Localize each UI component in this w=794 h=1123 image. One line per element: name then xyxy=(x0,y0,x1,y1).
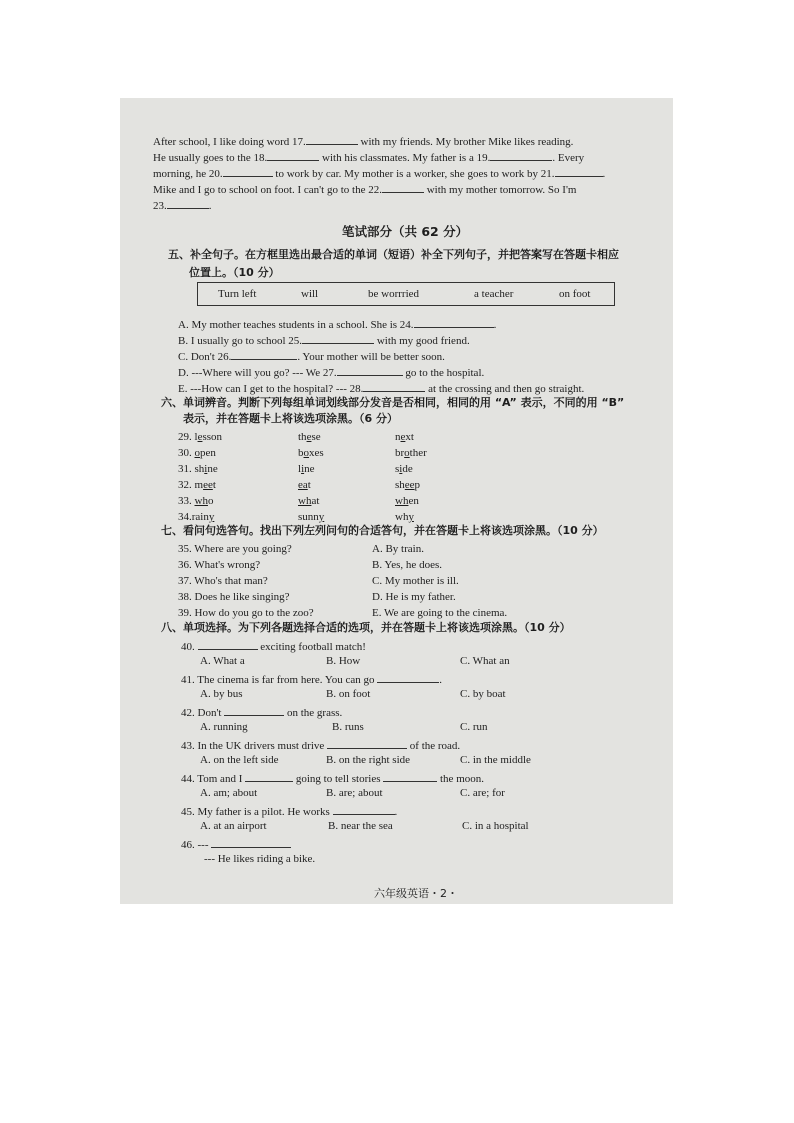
passage-line-5: 23. . xyxy=(153,197,212,213)
blank-17[interactable] xyxy=(306,133,358,145)
question-43: 43. In the UK drivers must drive of the road. xyxy=(181,737,460,753)
option-45-c[interactable]: C. in a hospital xyxy=(462,820,529,832)
blank-20[interactable] xyxy=(223,165,273,177)
word-32-b: eat xyxy=(298,479,311,491)
word-31-c: side xyxy=(395,463,413,475)
sentence-c: C. Don't 26. . Your mother will be better soon. xyxy=(178,348,445,364)
blank-40[interactable] xyxy=(198,638,258,650)
question-37: 37. Who's that man? xyxy=(178,575,268,587)
question-38: 38. Does he like singing? xyxy=(178,591,290,603)
sentence-b: B. I usually go to school 25. with my good friend. xyxy=(178,332,470,348)
section-title: 笔试部分（共 62 分） xyxy=(342,224,469,239)
passage-line-1: After school, I like doing word 17. with my friends. My brother Mike likes reading. xyxy=(153,133,573,149)
blank-27[interactable] xyxy=(337,364,403,376)
option-41-b[interactable]: B. on foot xyxy=(326,688,371,700)
question-35: 35. Where are you going? xyxy=(178,543,292,555)
section-6-heading: 六、单词辨音。判断下列每组单词划线部分发音是否相同，相同的用 “A” 表示，不同的用 “B” xyxy=(161,396,625,409)
word-34-b: sunny xyxy=(298,511,325,523)
option-44-a[interactable]: A. am; about xyxy=(200,787,258,799)
answer-c: C. My mother is ill. xyxy=(372,575,459,587)
blank-22[interactable] xyxy=(382,181,424,193)
option-42-b[interactable]: B. runs xyxy=(332,721,364,733)
blank-28[interactable] xyxy=(363,380,425,392)
section-8-heading: 八、单项选择。为下列各题选择合适的选项，并在答题卡上将该选项涂黑。（10 分） xyxy=(161,621,571,634)
section-7-heading: 七、看问句选答句。找出下列左列问句的合适答句，并在答题卡上将该选项涂黑。（10 分） xyxy=(161,524,604,537)
question-42: 42. Don't on the grass. xyxy=(181,704,342,720)
word-row-34: 34.rainy xyxy=(178,511,215,523)
word-29-c: next xyxy=(395,431,414,443)
word-row-31: 31. shine xyxy=(178,463,218,475)
option-41-c[interactable]: C. by boat xyxy=(460,688,506,700)
option-41-a[interactable]: A. by bus xyxy=(200,688,243,700)
option-42-a[interactable]: A. running xyxy=(200,721,248,733)
section-5-heading-cont: 位置上。（10 分） xyxy=(189,266,280,279)
answer-d: D. He is my father. xyxy=(372,591,456,603)
question-41: 41. The cinema is far from here. You can go . xyxy=(181,671,442,687)
word-33-c: when xyxy=(395,495,419,507)
word-row-30: 30. open xyxy=(178,447,216,459)
blank-18[interactable] xyxy=(267,149,319,161)
option-43-c[interactable]: C. in the middle xyxy=(460,754,531,766)
blank-24[interactable] xyxy=(414,316,494,328)
question-44: 44. Tom and I going to tell stories the moon. xyxy=(181,770,484,786)
blank-46[interactable] xyxy=(211,836,291,848)
blank-42[interactable] xyxy=(224,704,284,716)
blank-19[interactable] xyxy=(490,149,552,161)
question-39: 39. How do you go to the zoo? xyxy=(178,607,314,619)
option-44-c[interactable]: C. are; for xyxy=(460,787,505,799)
word-option: will xyxy=(301,288,319,300)
word-option: a teacher xyxy=(474,288,514,300)
option-43-b[interactable]: B. on the right side xyxy=(326,754,411,766)
option-40-c[interactable]: C. What an xyxy=(460,655,510,667)
word-29-b: these xyxy=(298,431,321,443)
sentence-a: A. My mother teaches students in a school. She is 24. . xyxy=(178,316,496,332)
blank-41[interactable] xyxy=(377,671,439,683)
question-40: 40. exciting football match! xyxy=(181,638,366,654)
blank-44-1[interactable] xyxy=(245,770,293,782)
word-30-c: brother xyxy=(395,447,427,459)
question-46: 46. --- xyxy=(181,836,291,852)
option-43-a[interactable]: A. on the left side xyxy=(200,754,279,766)
word-31-b: line xyxy=(298,463,315,475)
option-45-a[interactable]: A. at an airport xyxy=(200,820,267,832)
answer-a: A. By train. xyxy=(372,543,424,555)
option-44-b[interactable]: B. are; about xyxy=(326,787,383,799)
sentence-e: E. ---How can I get to the hospital? --- 28. at the crossing and then go straight. xyxy=(178,380,584,396)
blank-26[interactable] xyxy=(231,348,297,360)
blank-45[interactable] xyxy=(333,803,395,815)
passage-line-3: morning, he 20. to work by car. My mother is a worker, she goes to work by 21. . xyxy=(153,165,605,181)
exam-page xyxy=(120,98,673,904)
question-45: 45. My father is a pilot. He works . xyxy=(181,803,397,819)
passage-line-2: He usually goes to the 18. with his classmates. My father is a 19. . Every xyxy=(153,149,584,165)
answer-b: B. Yes, he does. xyxy=(372,559,442,571)
blank-23[interactable] xyxy=(167,197,209,209)
word-30-b: boxes xyxy=(298,447,324,459)
option-42-c[interactable]: C. run xyxy=(460,721,488,733)
word-option: be worrried xyxy=(368,288,420,300)
word-row-32: 32. meet xyxy=(178,479,216,491)
word-row-29: 29. lesson xyxy=(178,431,223,443)
option-40-b[interactable]: B. How xyxy=(326,655,361,667)
blank-44-2[interactable] xyxy=(383,770,437,782)
answer-e: E. We are going to the cinema. xyxy=(372,607,508,619)
option-45-b[interactable]: B. near the sea xyxy=(328,820,393,832)
blank-25[interactable] xyxy=(302,332,374,344)
blank-43[interactable] xyxy=(327,737,407,749)
word-box xyxy=(197,282,615,306)
question-36: 36. What's wrong? xyxy=(178,559,261,571)
blank-21[interactable] xyxy=(555,165,603,177)
passage-line-4: Mike and I go to school on foot. I can't go to the 22. with my mother tomorrow. So I'm xyxy=(153,181,577,197)
section-5-heading: 五、补全句子。在方框里选出最合适的单词（短语）补全下列句子，并把答案写在答题卡相应 xyxy=(168,248,619,261)
question-46-response: --- He likes riding a bike. xyxy=(204,853,316,865)
word-34-c: why xyxy=(395,511,414,523)
word-option: on foot xyxy=(559,288,591,300)
word-option: Turn left xyxy=(218,288,257,300)
sentence-d: D. ---Where will you go? --- We 27. go to the hospital. xyxy=(178,364,484,380)
word-33-b: what xyxy=(298,495,320,507)
word-32-c: sheep xyxy=(395,479,421,491)
page-footer: 六年级英语・2・ xyxy=(374,887,458,900)
section-6-heading-cont: 表示，并在答题卡上将该选项涂黑。（6 分） xyxy=(183,412,398,425)
option-40-a[interactable]: A. What a xyxy=(200,655,245,667)
word-row-33: 33. who xyxy=(178,495,214,507)
